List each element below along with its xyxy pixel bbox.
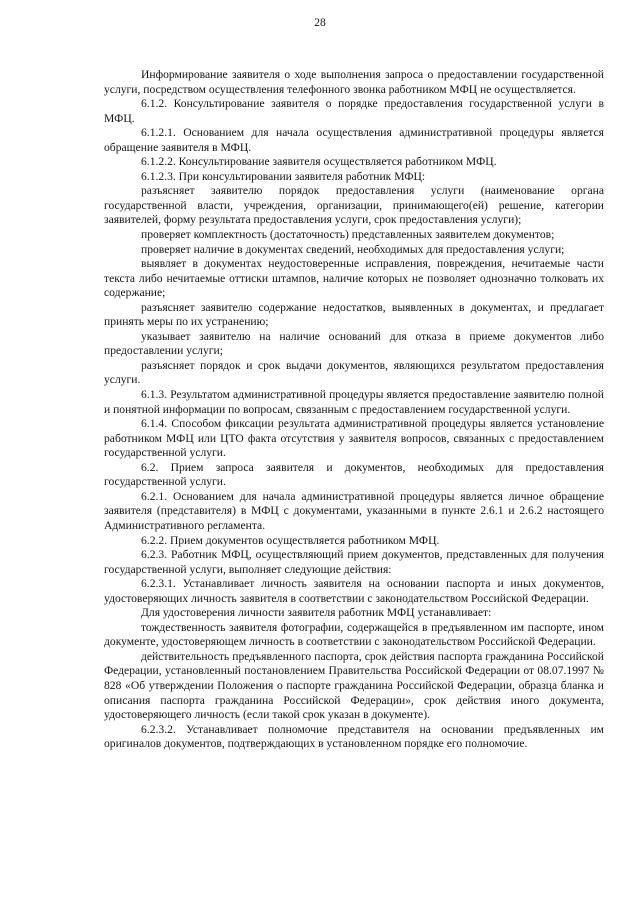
paragraph-15: 6.2. Прием запроса заявителя и документов, необходимых для предоставления государственной услуги. (104, 460, 604, 489)
paragraph-13: 6.1.3. Результатом административной процедуры является предоставление заявителю полной и понятной информации по вопросам, связанным с предоставлением государственной услуги. (104, 388, 604, 416)
paragraph-6: разъясняет заявителю порядок предоставления услуги (наименование органа государственной власти, учреждения, организации, принимающего(ей) решение, категории заявителей, форму результата предоставления услуги, срок предоставления услуги); (104, 184, 604, 227)
paragraph-22: действительность предъявленного паспорта, срок действия паспорта гражданина Российской Федерации, установленный постановлением Правительства Российской Федерации от 08.07.1997 № 828 «Об утверждении Положения о паспорте гражданина Российской Федерации, образца бланка и описания паспорта гражданина Российской Федерации», срок действия иного документа, удостоверяющего личность (если такой срок указан в документе). (104, 649, 604, 722)
paragraph-14: 6.1.4. Способом фиксации результата административной процедуры является установление работником МФЦ или ЦТО факта отсутствия у заявителя вопросов, связанных с предоставлением государственной услуги. (104, 417, 604, 460)
paragraph-16: 6.2.1. Основанием для начала административной процедуры является личное обращение заявителя (представителя) в МФЦ с документами, указанными в пункте 2.6.1 и 2.6.2 настоящего Административного регламента. (104, 489, 604, 532)
paragraph-19: 6.2.3.1. Устанавливает личность заявителя на основании паспорта и иных документов, удостоверяющих личность заявителя в соответствии с законодательством Российской Федерации. (104, 577, 604, 605)
paragraph-23: 6.2.3.2. Устанавливает полномочие представителя на основании предъявленных им оригиналов документов, подтверждающих в установленном порядке его полномочие. (104, 722, 604, 751)
paragraph-10: разъясняет заявителю содержание недостатков, выявленных в документах, и предлагает принять меры по их устранению; (104, 300, 604, 329)
paragraph-3: 6.1.2.1. Основанием для начала осуществления административной процедуры является обращение заявителя в МФЦ. (104, 126, 604, 154)
paragraph-5: 6.1.2.3. При консультировании заявителя работник МФЦ: (141, 169, 426, 183)
paragraph-4: 6.1.2.2. Консультирование заявителя осуществляется работником МФЦ. (141, 155, 497, 169)
paragraph-12: разъясняет порядок и срок выдачи документов, являющихся результатом предоставления услуги. (104, 358, 604, 387)
page-number: 28 (314, 17, 326, 29)
paragraph-17: 6.2.2. Прием документов осуществляется работником МФЦ. (141, 533, 440, 547)
paragraph-11: указывает заявителю на наличие оснований для отказа в приеме документов либо предоставлении услуги; (104, 329, 604, 358)
paragraph-7: проверяет комплектность (достаточность) представленных заявителем документов; (141, 228, 555, 242)
paragraph-20: Для удостоверения личности заявителя работник МФЦ устанавливает: (141, 606, 492, 620)
paragraph-2: 6.1.2. Консультирование заявителя о порядке предоставления государственной услуги в МФЦ. (104, 97, 604, 125)
paragraph-1: Информирование заявителя о ходе выполнения запроса о предоставлении государственной услуги, посредством осуществления телефонного звонка работником МФЦ не осуществляется. (104, 68, 604, 96)
paragraph-8: проверяет наличие в документах сведений, необходимых для предоставления услуги; (141, 242, 565, 256)
paragraph-18: 6.2.3. Работник МФЦ, осуществляющий прием документов, представленных для получения государственной услуги, выполняет следующие действия: (104, 548, 604, 576)
paragraph-9: выявляет в документах неудостоверенные исправления, повреждения, нечитаемые части текста либо нечитаемые оттиски штампов, наличие которых не позволяет однозначно толковать их содержание; (104, 257, 604, 300)
paragraph-21: тождественность заявителя фотографии, содержащейся в предъявленном им паспорте, ином документе, удостоверяющем личность в соответствии с законодательством Российской Федерации. (104, 620, 604, 649)
document-body (104, 68, 604, 752)
